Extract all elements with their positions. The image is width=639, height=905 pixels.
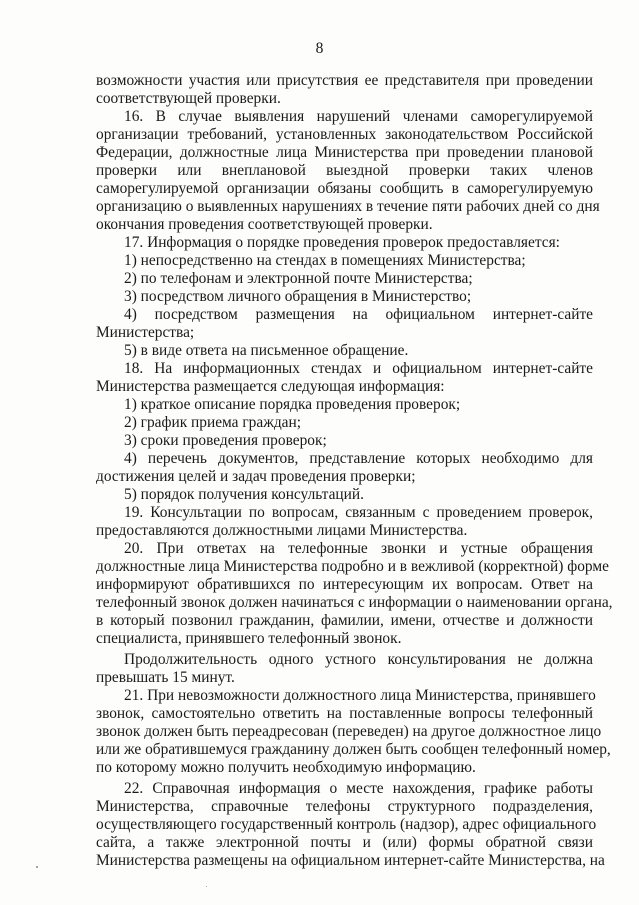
text-line: 1) краткое описание порядка проведения проверок; bbox=[124, 396, 461, 413]
text-line: 5) в виде ответа на письменное обращение. bbox=[124, 342, 409, 359]
text-line: осуществляющего государственный контроль (надзор), адрес официального bbox=[96, 816, 597, 833]
text-line: соответствующей проверки. bbox=[96, 90, 281, 107]
text-line: 3) посредством личного обращения в Министерство; bbox=[124, 288, 472, 305]
text-line: саморегулируемой организации обязаны сообщить в саморегулируемую bbox=[96, 180, 593, 197]
text-line: в который позвонил гражданин, фамилии, имени, отчестве и должности bbox=[96, 612, 593, 629]
text-line: звонок, самостоятельно ответить на поставленные вопросы телефонный bbox=[96, 705, 593, 722]
text-line: Министерства, справочные телефоны структурного подразделения, bbox=[96, 798, 593, 815]
text-line: информируют обратившихся по интересующим их вопросам. Ответ на bbox=[96, 576, 593, 593]
scan-speck bbox=[206, 886, 207, 887]
text-line: превышать 15 минут. bbox=[96, 669, 235, 686]
text-line: Министерства размещены на официальном интернет-сайте Министерства, на bbox=[96, 852, 605, 869]
text-line: возможности участия или присутствия ее представителя при проведении bbox=[96, 72, 593, 89]
text-line: окончания проведения соответствующей проверки. bbox=[96, 216, 433, 233]
text-line: проверки или внеплановой выездной проверки таких членов bbox=[96, 162, 593, 179]
text-line: 5) порядок получения консультаций. bbox=[124, 486, 364, 503]
text-line: 21. При невозможности должностного лица Министерства, принявшего bbox=[124, 687, 596, 704]
text-line: 19. Консультации по вопросам, связанным с проведением проверок, bbox=[124, 504, 593, 521]
text-line: 16. В случае выявления нарушений членами саморегулируемой bbox=[124, 108, 593, 125]
text-line: достижения целей и задач проведения проверки; bbox=[96, 468, 416, 485]
text-line: Министерства размещается следующая информация: bbox=[96, 378, 445, 395]
text-line: 2) график приема граждан; bbox=[124, 414, 301, 431]
text-line: специалиста, принявшего телефонный звонок. bbox=[96, 630, 402, 647]
text-line: 22. Справочная информация о месте нахождения, графике работы bbox=[124, 780, 593, 797]
text-line: должностные лица Министерства подробно и в вежливой (корректной) форме bbox=[96, 558, 609, 575]
text-line: организацию о выявленных нарушениях в течение пяти рабочих дней со дня bbox=[96, 198, 600, 215]
scan-speck bbox=[36, 866, 38, 868]
text-line: 18. На информационных стендах и официальном интернет-сайте bbox=[124, 360, 593, 377]
text-line: Федерации, должностные лица Министерства при проведении плановой bbox=[96, 144, 593, 161]
text-line: 20. При ответах на телефонные звонки и устные обращения bbox=[124, 540, 593, 557]
text-line: 4) посредством размещения на официальном интернет-сайте bbox=[124, 306, 593, 323]
text-line: или же обратившемуся гражданину должен быть сообщен телефонный номер, bbox=[96, 741, 611, 758]
page-number: 8 bbox=[315, 40, 324, 57]
text-line: 17. Информация о порядке проведения проверок предоставляется: bbox=[124, 234, 560, 251]
text-line: организации требований, установленных законодательством Российской bbox=[96, 126, 593, 143]
text-line: 1) непосредственно на стендах в помещениях Министерства; bbox=[124, 252, 526, 269]
text-line: предоставляются должностными лицами Министерства. bbox=[96, 522, 468, 539]
text-line: по которому можно получить необходимую информацию. bbox=[96, 759, 476, 776]
text-line: 2) по телефонам и электронной почте Министерства; bbox=[124, 270, 473, 287]
text-line: звонок должен быть переадресован (переведен) на другое должностное лицо bbox=[96, 723, 602, 740]
document-body bbox=[96, 72, 613, 870]
text-line: сайта, а также электронной почты и (или) формы обратной связи bbox=[96, 834, 593, 851]
text-line: 4) перечень документов, представление которых необходимо для bbox=[124, 450, 593, 467]
text-line: Продолжительность одного устного консультирования не должна bbox=[124, 651, 593, 668]
text-line: 3) сроки проведения проверок; bbox=[124, 432, 327, 449]
text-line: телефонный звонок должен начинаться с информации о наименовании органа, bbox=[96, 594, 613, 611]
text-line: Министерства; bbox=[96, 324, 195, 341]
